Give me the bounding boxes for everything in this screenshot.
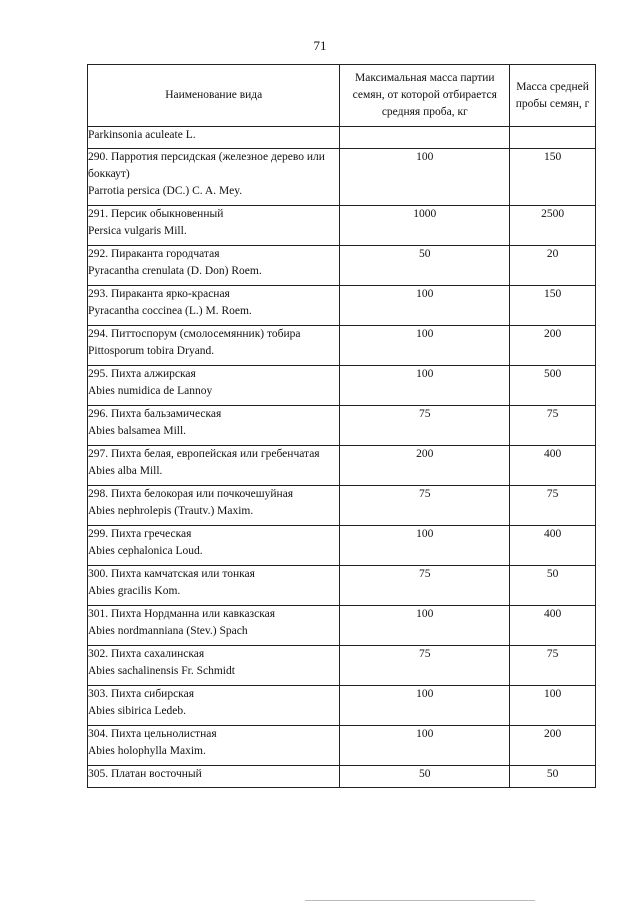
page-edge-line — [305, 900, 535, 901]
species-latin-name: Parrotia persica (DC.) C. A. Mey. — [88, 185, 243, 197]
max-lot-mass-cell: 100 — [340, 526, 510, 566]
species-latin-name: Abies nephrolepis (Trautv.) Maxim. — [88, 505, 254, 517]
sample-mass-cell: 100 — [510, 686, 596, 726]
table-header-row — [88, 65, 596, 127]
max-lot-mass-cell: 1000 — [340, 206, 510, 246]
table-row — [88, 686, 596, 726]
species-latin-name: Persica vulgaris Mill. — [88, 225, 187, 237]
species-russian-name: 303. Пихта сибирская — [88, 688, 194, 700]
species-russian-name: 295. Пихта алжирская — [88, 368, 196, 380]
max-lot-mass-cell: 200 — [340, 446, 510, 486]
header-sample-mass: Масса средней пробы семян, г — [510, 65, 596, 127]
species-name-cell — [88, 326, 340, 366]
species-latin-name: Abies sibirica Ledeb. — [88, 705, 187, 717]
sample-mass-cell: 50 — [510, 766, 596, 788]
table-row — [88, 286, 596, 326]
species-name-cell — [88, 406, 340, 446]
max-lot-mass-cell: 100 — [340, 726, 510, 766]
species-russian-name: 298. Пихта белокорая или почкочешуйная — [88, 488, 294, 500]
sample-mass-cell: 20 — [510, 246, 596, 286]
table-row — [88, 446, 596, 486]
species-latin-name: Pittosporum tobira Dryand. — [88, 345, 215, 357]
max-lot-mass-cell: 100 — [340, 686, 510, 726]
table-row — [88, 127, 596, 149]
table-row — [88, 246, 596, 286]
sample-mass-cell: 2500 — [510, 206, 596, 246]
species-russian-name: 296. Пихта бальзамическая — [88, 408, 222, 420]
table-row — [88, 726, 596, 766]
table-row — [88, 646, 596, 686]
species-name-cell — [88, 606, 340, 646]
max-lot-mass-cell: 100 — [340, 606, 510, 646]
sample-mass-cell: 200 — [510, 326, 596, 366]
species-russian-name: 297. Пихта белая, европейская или гребенчатая — [88, 448, 320, 460]
sample-mass-cell: 50 — [510, 566, 596, 606]
table-row — [88, 566, 596, 606]
species-latin-name: Abies gracilis Kom. — [88, 585, 181, 597]
species-name-cell — [88, 286, 340, 326]
max-lot-mass-cell: 50 — [340, 766, 510, 788]
species-latin-name: Abies sachalinensis Fr. Schmidt — [88, 665, 235, 677]
species-name-cell — [88, 246, 340, 286]
species-russian-name: 293. Пираканта ярко-красная — [88, 288, 230, 300]
sample-mass-cell: 400 — [510, 526, 596, 566]
species-latin-name: Abies nordmanniana (Stev.) Spach — [88, 625, 248, 637]
species-latin-name: Abies alba Mill. — [88, 465, 163, 477]
species-name-cell — [88, 766, 340, 788]
max-lot-mass-cell: 100 — [340, 326, 510, 366]
species-name-cell — [88, 566, 340, 606]
species-latin-name: Pyracantha crenulata (D. Don) Roem. — [88, 265, 262, 277]
species-russian-name: Parkinsonia aculeate L. — [88, 129, 196, 141]
table-row — [88, 526, 596, 566]
sample-mass-cell: 75 — [510, 646, 596, 686]
max-lot-mass-cell: 75 — [340, 646, 510, 686]
sample-mass-cell: 400 — [510, 606, 596, 646]
max-lot-mass-cell: 100 — [340, 149, 510, 206]
sample-mass-cell — [510, 127, 596, 149]
sample-mass-cell: 75 — [510, 486, 596, 526]
species-latin-name: Abies cephalonica Loud. — [88, 545, 203, 557]
header-species-name: Наименование вида — [88, 65, 340, 127]
species-name-cell — [88, 206, 340, 246]
max-lot-mass-cell: 50 — [340, 246, 510, 286]
species-russian-name: 301. Пихта Нордманна или кавказская — [88, 608, 276, 620]
species-name-cell — [88, 366, 340, 406]
species-latin-name: Abies balsamea Mill. — [88, 425, 187, 437]
max-lot-mass-cell — [340, 127, 510, 149]
header-max-lot-mass: Максимальная масса партии семян, от которой отбирается средняя проба, кг — [340, 65, 510, 127]
table-row — [88, 326, 596, 366]
sample-mass-cell: 75 — [510, 406, 596, 446]
table-row — [88, 149, 596, 206]
max-lot-mass-cell: 100 — [340, 366, 510, 406]
species-russian-name: 291. Персик обыкновенный — [88, 208, 224, 220]
max-lot-mass-cell: 75 — [340, 406, 510, 446]
species-russian-name: 294. Питтоспорум (смолосемянник) тобира — [88, 328, 301, 340]
max-lot-mass-cell: 75 — [340, 566, 510, 606]
table-row — [88, 206, 596, 246]
species-name-cell — [88, 127, 340, 149]
species-russian-name: 300. Пихта камчатская или тонкая — [88, 568, 255, 580]
table-row — [88, 366, 596, 406]
sample-mass-cell: 150 — [510, 149, 596, 206]
species-russian-name: 292. Пираканта городчатая — [88, 248, 220, 260]
species-name-cell — [88, 149, 340, 206]
species-russian-name: 290. Парротия персидская (железное дерево или боккаут) — [88, 151, 325, 180]
table-row — [88, 486, 596, 526]
table-row — [88, 606, 596, 646]
species-name-cell — [88, 486, 340, 526]
sample-mass-cell: 400 — [510, 446, 596, 486]
species-name-cell — [88, 686, 340, 726]
table-row — [88, 766, 596, 788]
max-lot-mass-cell: 100 — [340, 286, 510, 326]
species-latin-name: Abies numidica de Lannoy — [88, 385, 213, 397]
table-row — [88, 406, 596, 446]
species-russian-name: 305. Платан восточный — [88, 768, 202, 780]
page-number: 71 — [313, 38, 327, 53]
species-latin-name: Abies holophylla Maxim. — [88, 745, 206, 757]
species-russian-name: 304. Пихта цельнолистная — [88, 728, 217, 740]
max-lot-mass-cell: 75 — [340, 486, 510, 526]
species-russian-name: 302. Пихта сахалинская — [88, 648, 205, 660]
species-name-cell — [88, 526, 340, 566]
species-name-cell — [88, 726, 340, 766]
sample-mass-cell: 150 — [510, 286, 596, 326]
species-latin-name: Pyracantha coccinea (L.) M. Roem. — [88, 305, 252, 317]
sample-mass-cell: 200 — [510, 726, 596, 766]
seed-sampling-table — [87, 64, 596, 788]
species-name-cell — [88, 446, 340, 486]
species-name-cell — [88, 646, 340, 686]
species-russian-name: 299. Пихта греческая — [88, 528, 192, 540]
sample-mass-cell: 500 — [510, 366, 596, 406]
